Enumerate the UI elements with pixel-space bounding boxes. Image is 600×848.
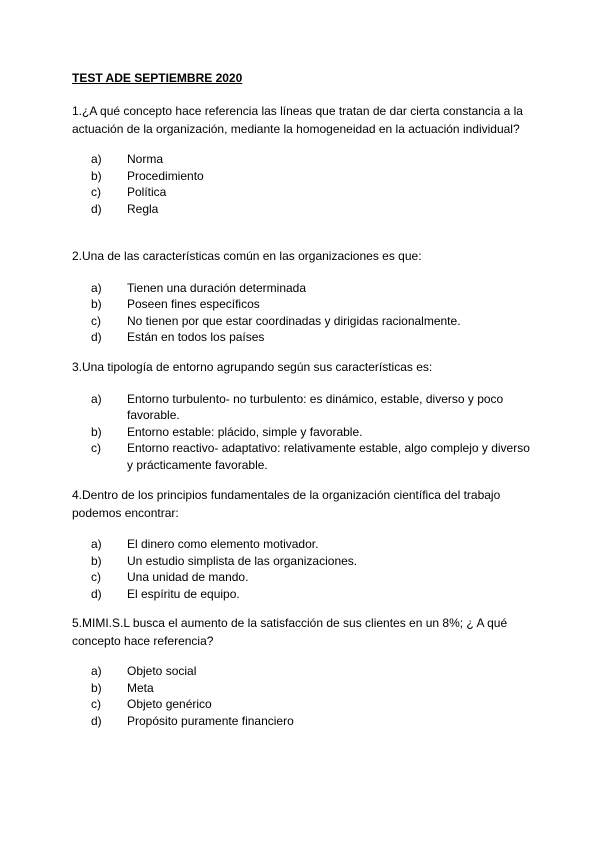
question-2-option-a (91, 280, 532, 297)
question-2-option-d (91, 329, 532, 346)
option-label: d) (91, 330, 102, 344)
question-3-option-c (91, 440, 532, 473)
question-4 (72, 487, 532, 602)
question-1-option-b (91, 168, 532, 185)
question-5-option-d (91, 713, 532, 730)
option-text: El espíritu de equipo. (127, 586, 240, 601)
option-text: Propósito puramente financiero (127, 713, 294, 728)
question-1-text: 1.¿A qué concepto hace referencia las líneas que tratan de dar cierta constancia a la actuación de la organización, mediante la homogeneidad en la actuación individual? (72, 104, 523, 136)
question-3-option-a (91, 391, 532, 424)
option-text: Una unidad de mando. (127, 570, 249, 584)
option-label: a) (91, 664, 102, 678)
question-1-options (72, 151, 532, 217)
question-5-text: 5.MIMI.S.L busca el aumento de la satisfacción de sus clientes en un 8%; ¿ A qué concepto hace referencia? (72, 616, 508, 648)
option-text: Política (127, 185, 167, 199)
question-4-option-b (91, 553, 532, 570)
option-label: d) (91, 586, 102, 601)
question-5 (72, 615, 532, 729)
option-label: b) (91, 297, 102, 311)
question-2 (72, 248, 532, 346)
question-2-options (72, 280, 532, 346)
option-text: Tienen una duración determinada (127, 280, 307, 295)
question-3 (72, 359, 532, 473)
option-label: d) (91, 201, 102, 216)
option-label: b) (91, 553, 102, 568)
question-4-option-d (91, 586, 532, 603)
option-text: Procedimiento (127, 168, 204, 183)
question-5-option-b (91, 680, 532, 697)
question-2-option-b (91, 296, 532, 313)
question-1-option-a (91, 151, 532, 168)
option-label: b) (91, 424, 102, 439)
option-label: a) (91, 152, 102, 166)
question-2-option-c (91, 313, 532, 330)
option-label: a) (91, 537, 102, 551)
option-text: Están en todos los países (127, 330, 265, 344)
option-text: Entorno reactivo- adaptativo: relativamente estable, algo complejo y diverso y prácticamente favorable. (127, 441, 530, 472)
question-4-option-c (91, 569, 532, 586)
option-text: Objeto social (127, 664, 197, 678)
question-1-option-d (91, 201, 532, 218)
option-label: d) (91, 713, 102, 728)
question-1 (72, 103, 532, 217)
option-text: Norma (127, 152, 164, 166)
option-text: Objeto genérico (127, 697, 212, 711)
question-4-text: 4.Dentro de los principios fundamentales de la organización científica del trabajo podemos encontrar: (72, 488, 501, 520)
option-text: Entorno turbulento- no turbulento: es dinámico, estable, diverso y poco favorable. (127, 391, 504, 422)
option-label: c) (91, 570, 101, 584)
option-label: c) (91, 441, 101, 455)
question-5-option-c (91, 696, 532, 713)
question-4-options (72, 536, 532, 602)
option-text: Entorno estable: plácido, simple y favorable. (127, 424, 363, 439)
option-label: c) (91, 697, 101, 711)
option-text: Un estudio simplista de las organizaciones. (127, 553, 358, 568)
option-label: b) (91, 168, 102, 183)
option-text: Regla (127, 201, 159, 216)
document-title: TEST ADE SEPTIEMBRE 2020 (72, 71, 243, 85)
question-5-option-a (91, 663, 532, 680)
question-3-text: 3.Una tipología de entorno agrupando según sus características es: (72, 360, 433, 374)
option-label: a) (91, 280, 102, 295)
question-5-options (72, 663, 532, 729)
option-label: b) (91, 680, 102, 695)
option-text: Meta (127, 680, 154, 695)
option-text: Poseen fines específicos (127, 297, 260, 311)
question-1-option-c (91, 184, 532, 201)
option-text: No tienen por que estar coordinadas y dirigidas racionalmente. (127, 313, 461, 328)
option-text: El dinero como elemento motivador. (127, 537, 319, 551)
option-label: c) (91, 313, 101, 328)
question-4-option-a (91, 536, 532, 553)
question-3-options (72, 391, 532, 474)
option-label: c) (91, 185, 101, 199)
question-2-text: 2.Una de las características común en las organizaciones es que: (72, 249, 422, 263)
option-label: a) (91, 391, 102, 406)
question-3-option-b (91, 424, 532, 441)
